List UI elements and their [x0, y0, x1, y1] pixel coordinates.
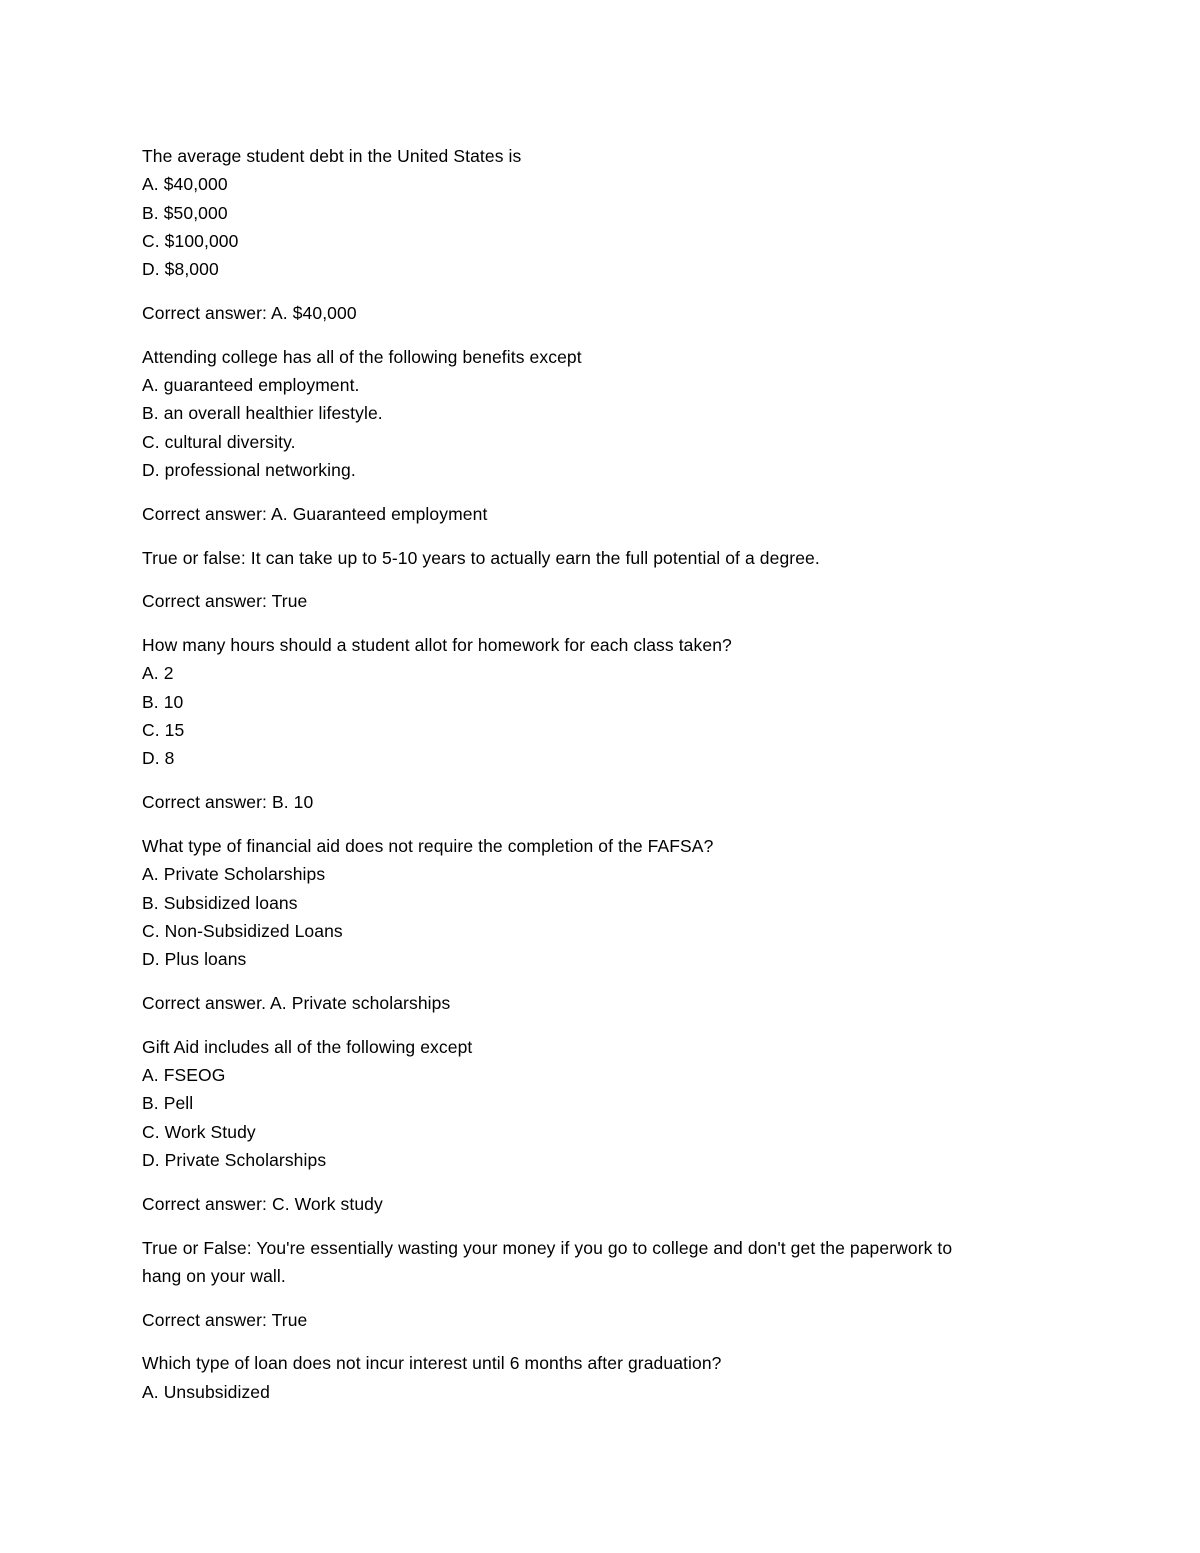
- correct-answer-text: Correct answer: True: [142, 1309, 308, 1330]
- answer-option: B. an overall healthier lifestyle.: [142, 403, 383, 424]
- question-1: [142, 142, 1062, 283]
- correct-answer-5: [142, 989, 1062, 1017]
- answer-option: D. 8: [142, 748, 175, 769]
- answer-option: A. Private Scholarships: [142, 864, 326, 885]
- document-page: [142, 142, 1062, 1421]
- answer-option: C. Work Study: [142, 1121, 256, 1142]
- question-text: Attending college has all of the following benefits except: [142, 346, 582, 367]
- answer-option: A. guaranteed employment.: [142, 375, 360, 396]
- correct-answer-4: [142, 788, 1062, 816]
- answer-option: A. Unsubsidized: [142, 1381, 270, 1402]
- answer-option: B. Subsidized loans: [142, 892, 298, 913]
- answer-option: B. $50,000: [142, 202, 228, 223]
- question-6: [142, 1033, 1062, 1174]
- answer-option: C. cultural diversity.: [142, 431, 296, 452]
- question-text: True or False: You're essentially wasting your money if you go to college and don't get the paperwork to: [142, 1237, 953, 1258]
- answer-option: D. professional networking.: [142, 459, 356, 480]
- correct-answer-text: Correct answer: True: [142, 591, 308, 612]
- answer-option: C. 15: [142, 720, 185, 741]
- question-7: [142, 1234, 1062, 1291]
- correct-answer-7: [142, 1306, 1062, 1334]
- answer-option: C. Non-Subsidized Loans: [142, 920, 343, 941]
- question-8: [142, 1349, 1062, 1406]
- correct-answer-1: [142, 299, 1062, 327]
- correct-answer-6: [142, 1190, 1062, 1218]
- question-4: [142, 631, 1062, 772]
- answer-option: A. FSEOG: [142, 1065, 226, 1086]
- correct-answer-text: Correct answer. A. Private scholarships: [142, 992, 451, 1013]
- correct-answer-3: [142, 587, 1062, 615]
- answer-option: B. Pell: [142, 1093, 194, 1114]
- answer-option: A. 2: [142, 663, 174, 684]
- question-5: [142, 832, 1062, 973]
- question-2: [142, 343, 1062, 484]
- correct-answer-text: Correct answer: A. $40,000: [142, 302, 357, 323]
- correct-answer-text: Correct answer: C. Work study: [142, 1193, 383, 1214]
- correct-answer-2: [142, 500, 1062, 528]
- question-text: True or false: It can take up to 5-10 years to actually earn the full potential of a degree.: [142, 547, 820, 568]
- answer-option: D. Private Scholarships: [142, 1149, 327, 1170]
- answer-option: D. $8,000: [142, 259, 219, 280]
- question-3: [142, 544, 1062, 572]
- question-text: The average student debt in the United States is: [142, 146, 522, 166]
- correct-answer-text: Correct answer: B. 10: [142, 792, 314, 813]
- answer-option: C. $100,000: [142, 230, 239, 251]
- correct-answer-text: Correct answer: A. Guaranteed employment: [142, 503, 488, 524]
- answer-option: B. 10: [142, 691, 184, 712]
- question-text: How many hours should a student allot for homework for each class taken?: [142, 635, 732, 656]
- question-text: Gift Aid includes all of the following except: [142, 1036, 473, 1057]
- question-text: Which type of loan does not incur interest until 6 months after graduation?: [142, 1353, 722, 1374]
- question-text-continued: hang on your wall.: [142, 1265, 286, 1286]
- answer-option: D. Plus loans: [142, 949, 247, 970]
- answer-option: A. $40,000: [142, 174, 228, 195]
- question-text: What type of financial aid does not require the completion of the FAFSA?: [142, 835, 714, 856]
